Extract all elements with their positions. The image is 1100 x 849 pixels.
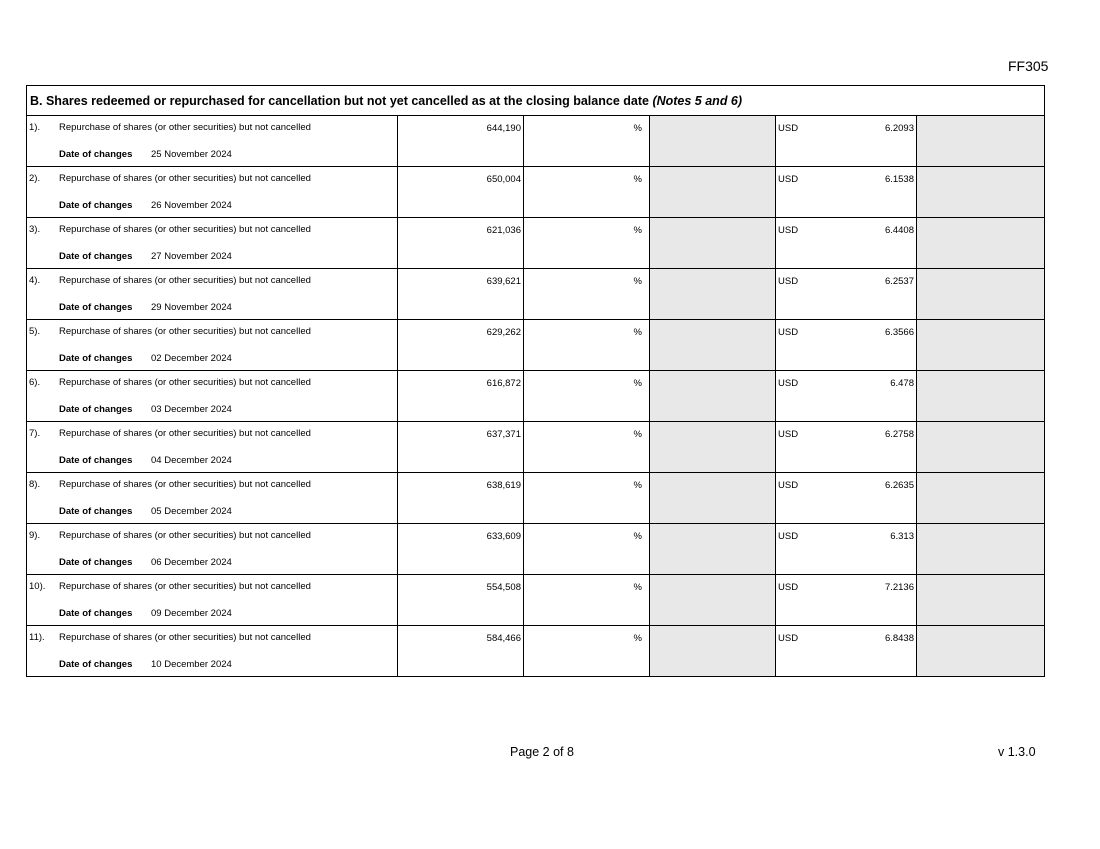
date-value: 05 December 2024 [151, 506, 232, 517]
description-cell [27, 167, 398, 218]
price-value: 7.2136 [884, 582, 914, 593]
shares-cell [398, 218, 524, 269]
price-value: 6.8438 [884, 633, 914, 644]
shaded-cell [917, 626, 1045, 677]
page-number: Page 2 of 8 [510, 745, 574, 759]
date-value: 06 December 2024 [151, 557, 232, 568]
date-label: Date of changes [59, 506, 133, 517]
shares-value: 650,004 [486, 174, 521, 185]
date-value: 25 November 2024 [151, 149, 232, 160]
row-description: Repurchase of shares (or other securities) but not cancelled [59, 224, 311, 235]
percent-cell [524, 575, 650, 626]
version-label: v 1.3.0 [998, 745, 1036, 759]
description-cell [27, 116, 398, 167]
percent-cell [524, 320, 650, 371]
section-title-text: B. Shares redeemed or repurchased for cancellation but not yet cancelled as at the closing balance date [30, 93, 649, 108]
shaded-cell [917, 371, 1045, 422]
row-number: 4). [29, 275, 41, 286]
date-label: Date of changes [59, 455, 133, 466]
shares-cell [398, 371, 524, 422]
shaded-cell [650, 575, 776, 626]
table-row [27, 422, 1045, 473]
shaded-cell [650, 473, 776, 524]
price-cell [776, 371, 917, 422]
row-description: Repurchase of shares (or other securities) but not cancelled [59, 479, 311, 490]
row-description: Repurchase of shares (or other securities) but not cancelled [59, 326, 311, 337]
shaded-cell [650, 422, 776, 473]
shaded-cell [917, 473, 1045, 524]
percent-sign: % [633, 174, 642, 185]
row-number: 6). [29, 377, 41, 388]
shares-value: 644,190 [486, 123, 521, 134]
percent-sign: % [633, 123, 642, 134]
table-row [27, 371, 1045, 422]
shaded-cell [650, 218, 776, 269]
currency-label: USD [778, 480, 799, 491]
shares-value: 554,508 [486, 582, 521, 593]
shaded-cell [650, 269, 776, 320]
shaded-cell [917, 422, 1045, 473]
price-value: 6.1538 [884, 174, 914, 185]
percent-cell [524, 167, 650, 218]
percent-sign: % [633, 276, 642, 287]
percent-cell [524, 218, 650, 269]
date-value: 10 December 2024 [151, 659, 232, 670]
percent-sign: % [633, 582, 642, 593]
table-row [27, 626, 1045, 677]
table-row [27, 473, 1045, 524]
date-value: 09 December 2024 [151, 608, 232, 619]
percent-cell [524, 473, 650, 524]
currency-label: USD [778, 174, 799, 185]
percent-sign: % [633, 378, 642, 389]
row-description: Repurchase of shares (or other securities) but not cancelled [59, 581, 311, 592]
price-value: 6.478 [890, 378, 914, 389]
currency-label: USD [778, 378, 799, 389]
shaded-cell [650, 320, 776, 371]
table-row [27, 575, 1045, 626]
table-row [27, 218, 1045, 269]
table-row [27, 269, 1045, 320]
percent-cell [524, 371, 650, 422]
shaded-cell [917, 116, 1045, 167]
shares-value: 584,466 [486, 633, 521, 644]
row-number: 9). [29, 530, 41, 541]
price-cell [776, 422, 917, 473]
price-value: 6.2537 [884, 276, 914, 287]
currency-label: USD [778, 225, 799, 236]
shares-cell [398, 626, 524, 677]
percent-sign: % [633, 633, 642, 644]
currency-label: USD [778, 633, 799, 644]
table-row [27, 320, 1045, 371]
currency-label: USD [778, 276, 799, 287]
percent-cell [524, 116, 650, 167]
percent-cell [524, 626, 650, 677]
price-cell [776, 626, 917, 677]
form-code: FF305 [1008, 58, 1049, 74]
currency-label: USD [778, 429, 799, 440]
price-cell [776, 269, 917, 320]
shaded-cell [917, 269, 1045, 320]
date-label: Date of changes [59, 557, 133, 568]
date-label: Date of changes [59, 608, 133, 619]
shares-value: 637,371 [486, 429, 521, 440]
percent-sign: % [633, 327, 642, 338]
description-cell [27, 269, 398, 320]
description-cell [27, 422, 398, 473]
date-value: 02 December 2024 [151, 353, 232, 364]
description-cell [27, 626, 398, 677]
percent-sign: % [633, 531, 642, 542]
price-cell [776, 218, 917, 269]
price-cell [776, 473, 917, 524]
description-cell [27, 575, 398, 626]
currency-label: USD [778, 582, 799, 593]
row-description: Repurchase of shares (or other securities) but not cancelled [59, 377, 311, 388]
description-cell [27, 218, 398, 269]
shares-cell [398, 422, 524, 473]
date-value: 04 December 2024 [151, 455, 232, 466]
percent-sign: % [633, 429, 642, 440]
table-row [27, 167, 1045, 218]
price-value: 6.313 [890, 531, 914, 542]
shaded-cell [917, 575, 1045, 626]
date-label: Date of changes [59, 200, 133, 211]
description-cell [27, 371, 398, 422]
section-title [27, 86, 1045, 116]
shaded-cell [917, 320, 1045, 371]
price-value: 6.2635 [884, 480, 914, 491]
price-value: 6.4408 [884, 225, 914, 236]
row-number: 10). [29, 581, 46, 592]
row-number: 2). [29, 173, 41, 184]
price-value: 6.2093 [884, 123, 914, 134]
price-cell [776, 524, 917, 575]
row-description: Repurchase of shares (or other securities) but not cancelled [59, 428, 311, 439]
shaded-cell [650, 116, 776, 167]
row-number: 7). [29, 428, 41, 439]
percent-cell [524, 524, 650, 575]
shares-cell [398, 167, 524, 218]
date-label: Date of changes [59, 353, 133, 364]
date-value: 29 November 2024 [151, 302, 232, 313]
price-value: 6.2758 [884, 429, 914, 440]
description-cell [27, 320, 398, 371]
date-label: Date of changes [59, 659, 133, 670]
shaded-cell [650, 371, 776, 422]
shares-cell [398, 269, 524, 320]
description-cell [27, 473, 398, 524]
shares-value: 629,262 [486, 327, 521, 338]
shares-value: 616,872 [486, 378, 521, 389]
date-value: 26 November 2024 [151, 200, 232, 211]
date-value: 27 November 2024 [151, 251, 232, 262]
price-cell [776, 575, 917, 626]
currency-label: USD [778, 531, 799, 542]
shares-cell [398, 524, 524, 575]
price-cell [776, 320, 917, 371]
percent-cell [524, 422, 650, 473]
percent-sign: % [633, 225, 642, 236]
date-label: Date of changes [59, 149, 133, 160]
shaded-cell [650, 167, 776, 218]
repurchase-table [26, 85, 1045, 677]
shares-value: 638,619 [486, 480, 521, 491]
shares-cell [398, 320, 524, 371]
row-number: 11). [29, 632, 45, 643]
percent-cell [524, 269, 650, 320]
shares-cell [398, 116, 524, 167]
percent-sign: % [633, 480, 642, 491]
shaded-cell [917, 167, 1045, 218]
shares-value: 633,609 [486, 531, 521, 542]
description-cell [27, 524, 398, 575]
shares-value: 639,621 [486, 276, 521, 287]
date-value: 03 December 2024 [151, 404, 232, 415]
row-description: Repurchase of shares (or other securities) but not cancelled [59, 275, 311, 286]
row-description: Repurchase of shares (or other securities) but not cancelled [59, 632, 311, 643]
currency-label: USD [778, 327, 799, 338]
row-number: 5). [29, 326, 41, 337]
row-number: 1). [29, 122, 41, 133]
shares-cell [398, 575, 524, 626]
row-number: 8). [29, 479, 41, 490]
currency-label: USD [778, 123, 799, 134]
shaded-cell [917, 218, 1045, 269]
price-cell [776, 167, 917, 218]
shaded-cell [650, 524, 776, 575]
section-notes: (Notes 5 and 6) [652, 93, 743, 108]
row-number: 3). [29, 224, 41, 235]
row-description: Repurchase of shares (or other securities) but not cancelled [59, 530, 311, 541]
row-description: Repurchase of shares (or other securities) but not cancelled [59, 122, 311, 133]
price-cell [776, 116, 917, 167]
table-row [27, 116, 1045, 167]
price-value: 6.3566 [884, 327, 914, 338]
table-row [27, 524, 1045, 575]
date-label: Date of changes [59, 404, 133, 415]
shares-value: 621,036 [486, 225, 521, 236]
shaded-cell [917, 524, 1045, 575]
shaded-cell [650, 626, 776, 677]
date-label: Date of changes [59, 251, 133, 262]
row-description: Repurchase of shares (or other securities) but not cancelled [59, 173, 311, 184]
shares-cell [398, 473, 524, 524]
date-label: Date of changes [59, 302, 133, 313]
